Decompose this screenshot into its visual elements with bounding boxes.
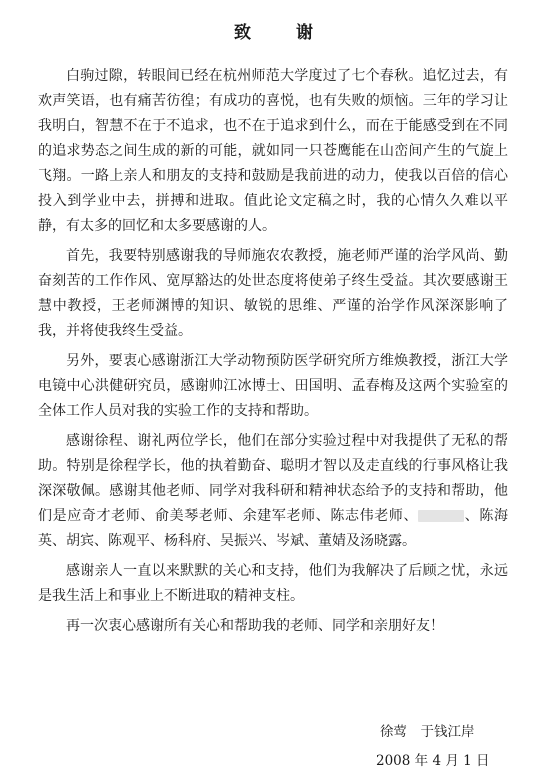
acknowledgement-body (38, 64, 508, 644)
signature-date: 2008 年 4 月 1 日 (376, 753, 490, 769)
paragraph-intro: 白驹过隙，转眼间已经在杭州师范大学度过了七个春秋。追忆过去，有欢声笑语，也有痛苦彷徨；有成功的喜悦，也有失败的烦恼。三年的学习让我明白，智慧不在于不追求，也不在于追求到什么，而在于能感受到在不同的追求势态之间生成的新的可能，就如同一只苍鹰能在山峦间产生的气旋上飞翔。一路上亲人和朋友的支持和鼓励是我前进的动力，使我以百倍的信心投入到学业中去，拼搏和进取。值此论文定稿之时，我的心情久久难以平静，有太多的回忆和太多要感谢的人。 (38, 68, 508, 234)
redacted-name (418, 510, 464, 522)
paragraph-classmates-tail: 、陈海英、胡宾、陈观平、杨科府、吴振兴、岑斌、董婧及汤晓露。 (38, 508, 509, 549)
paragraph-family: 感谢亲人一直以来默默的关心和支持，他们为我解决了后顾之忧，永远是我生活上和事业上不断进取的精神支柱。 (38, 563, 508, 604)
paragraph-advisors: 首先，我要特别感谢我的导师施农农教授，施老师严谨的治学风尚、勤奋刻苦的工作作风、宽厚豁达的处世态度将使弟子终生受益。其次要感谢王慧中教授，王老师渊博的知识、敏锐的思维、严谨的治学作风深深影响了我，并将使我终生受益。 (38, 248, 508, 339)
paragraph-classmates-text: 感谢徐程、谢礼两位学长，他们在部分实验过程中对我提供了无私的帮助。特别是徐程学长，他的执着勤奋、聪明才智以及走直线的行事风格让我深深敬佩。感谢其他老师、同学对我科研和精神状态给予的支持和帮助，他们是应奇才老师、俞美琴老师、余建军老师、陈志伟老师、 (38, 433, 508, 524)
author-signature: 徐莺 于钱江岸 (380, 724, 475, 740)
page-title: 致 谢 (234, 23, 327, 43)
paragraph-collaborators: 另外，要衷心感谢浙江大学动物预防医学研究所方维焕教授，浙江大学电镜中心洪健研究员，感谢帅江冰博士、田国明、孟春梅及这两个实验室的全体工作人员对我的实验工作的支持和帮助。 (38, 353, 508, 419)
paragraph-closing: 再一次衷心感谢所有关心和帮助我的老师、同学和亲朋好友！ (66, 618, 444, 634)
paragraph-classmates (38, 429, 508, 554)
